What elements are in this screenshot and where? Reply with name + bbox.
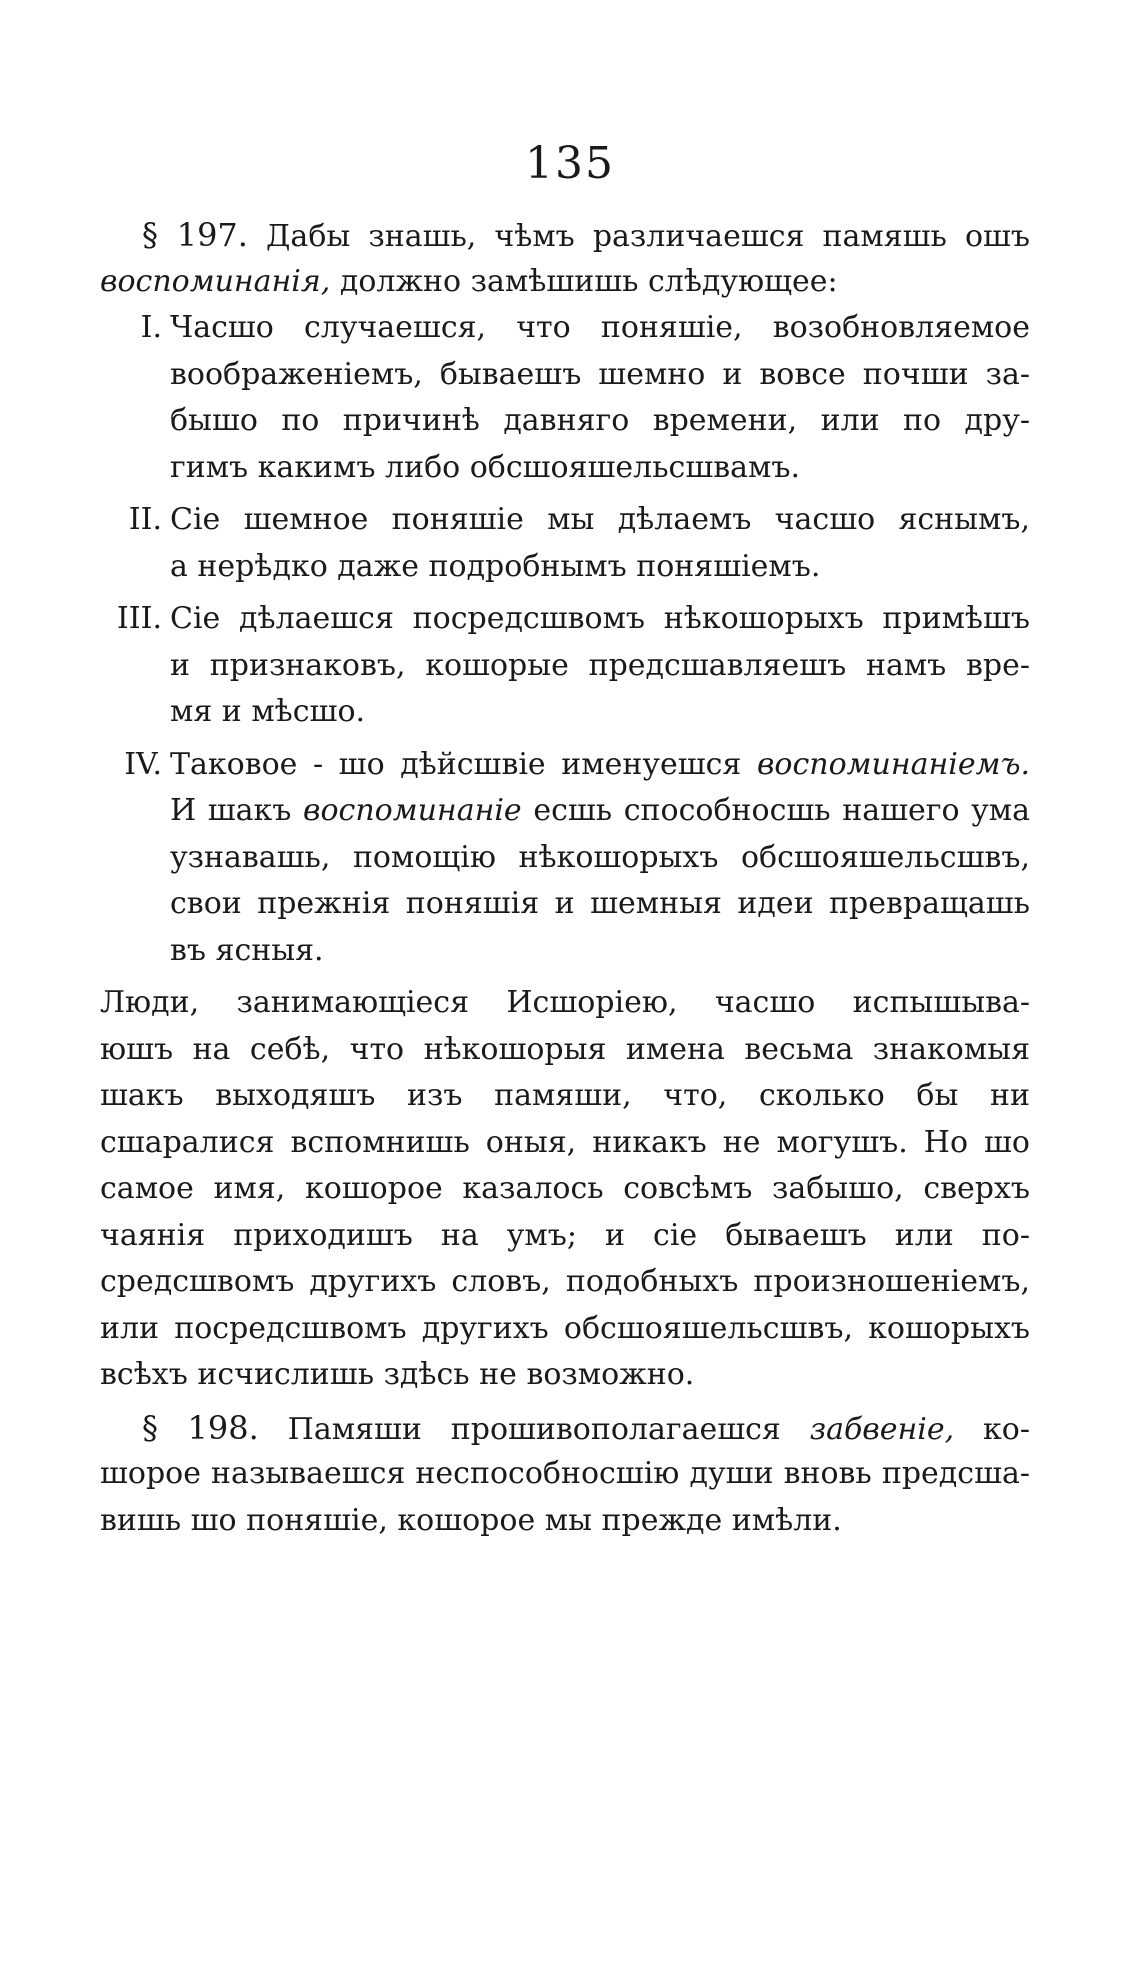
section-sign-197: § 197. xyxy=(142,216,248,254)
paragraph-line: всѣхъ исчислишь здѣсь не возможно. xyxy=(100,1357,695,1392)
item-4-line-4: свои прежнія поняшія и шемныя идеи превращашь xyxy=(170,886,1030,921)
term-vospominaniem: воспоминаніемъ. xyxy=(756,746,1030,782)
term-vospominanie: воспоминаніе xyxy=(303,793,522,828)
section-198-line-2: шорое называешся неспособносшію души вновь предсша- xyxy=(100,1456,1030,1491)
paragraph-line: чаянія приходишъ на умъ; и сіе бываешъ или по- xyxy=(100,1217,1030,1253)
item-3-line-1: Сіе дѣлаешся посредсшвомъ нѣкошорыхъ примѣшъ xyxy=(170,601,1030,636)
list-item-3 xyxy=(100,596,1030,736)
list-item-4 xyxy=(100,742,1030,975)
item-1-line-2: воображеніемъ, бываешъ шемно и вовсе почши за- xyxy=(170,356,1030,392)
item-2-line-1: Сіе шемное поняшіе мы дѣлаемъ часшо яснымъ, xyxy=(170,502,1030,537)
page-number: 135 xyxy=(525,138,615,189)
item-number: IV. xyxy=(124,746,162,782)
item-number: I. xyxy=(140,310,162,345)
item-4-line-5: въ ясныя. xyxy=(170,932,324,968)
section-197-text-1: Дабы знашь, чѣмъ различаешся памяшь ошъ xyxy=(266,219,1030,254)
section-198 xyxy=(100,1405,1030,1545)
item-3-line-2: и признаковъ, кошорые предсшавляешъ намъ вре- xyxy=(170,647,1030,683)
section-sign-198: § 198. xyxy=(142,1408,259,1447)
paragraph-line: самое имя, кошорое казалось совсѣмъ забышо, сверхъ xyxy=(100,1171,1030,1206)
paragraph-line: Люди, занимающіеся Исшоріею, часшо испышыва- xyxy=(100,985,1030,1020)
term-zabvenie: забвеніе, xyxy=(809,1411,955,1447)
section-198-line-3: вишь шо поняшіе, кошорое мы прежде имѣли. xyxy=(100,1502,842,1538)
item-2-line-2: а нерѣдко даже подробнымъ поняшіемъ. xyxy=(170,548,821,584)
paragraph-line: сшаралися вспомнишь оныя, никакъ не могушъ. Но шо xyxy=(100,1124,1030,1160)
section-197-text-2: должно замѣшишь слѣдующее: xyxy=(339,263,838,299)
item-1-line-4: гимъ какимъ либо обсшояшельсшвамъ. xyxy=(170,449,800,485)
item-number: II. xyxy=(128,502,162,537)
item-1-line-3: бышо по причинѣ давняго времени, или по дру- xyxy=(170,403,1030,438)
term-vospominaniya: воспоминанія, xyxy=(100,263,331,299)
item-3-line-3: мя и мѣсшо. xyxy=(170,694,366,729)
item-4-line-3: узнавашь, помощію нѣкошорыхъ обсшояшельсшвъ, xyxy=(170,839,1030,875)
list-item-1 xyxy=(100,305,1030,491)
list-item-2 xyxy=(100,497,1030,590)
paragraph-line: шакъ выходяшъ изъ памяши, что, сколько бы ни xyxy=(100,1078,1030,1113)
section-198-line-1: § 198. Памяши прошивополагаешся забвеніе, ко- xyxy=(142,1408,1030,1447)
text-body xyxy=(100,212,1030,1544)
item-4-line-1: Таковое - шо дѣйсшвіе именуешся воспоминаніемъ. xyxy=(170,746,1030,782)
item-4-line-2: И шакъ воспоминаніе есшь способносшь нашего ума xyxy=(170,793,1031,828)
section-197-line-2 xyxy=(100,259,1030,306)
item-number: III. xyxy=(116,601,162,636)
paragraph-line: или посредсшвомъ другихъ обсшояшельсшвъ, кошорыхъ xyxy=(100,1310,1030,1346)
paragraph-line: средсшвомъ другихъ словъ, подобныхъ произношеніемъ, xyxy=(100,1264,1030,1299)
section-197 xyxy=(100,212,1030,305)
section-197-line-1 xyxy=(100,212,1030,259)
item-1-line-1: Часшо случаешся, что поняшіе, возобновляемое xyxy=(170,310,1030,345)
paragraph-line: юшъ на себѣ, что нѣкошорыя имена весьма знакомыя xyxy=(100,1031,1030,1067)
paragraph-history xyxy=(100,980,1030,1399)
